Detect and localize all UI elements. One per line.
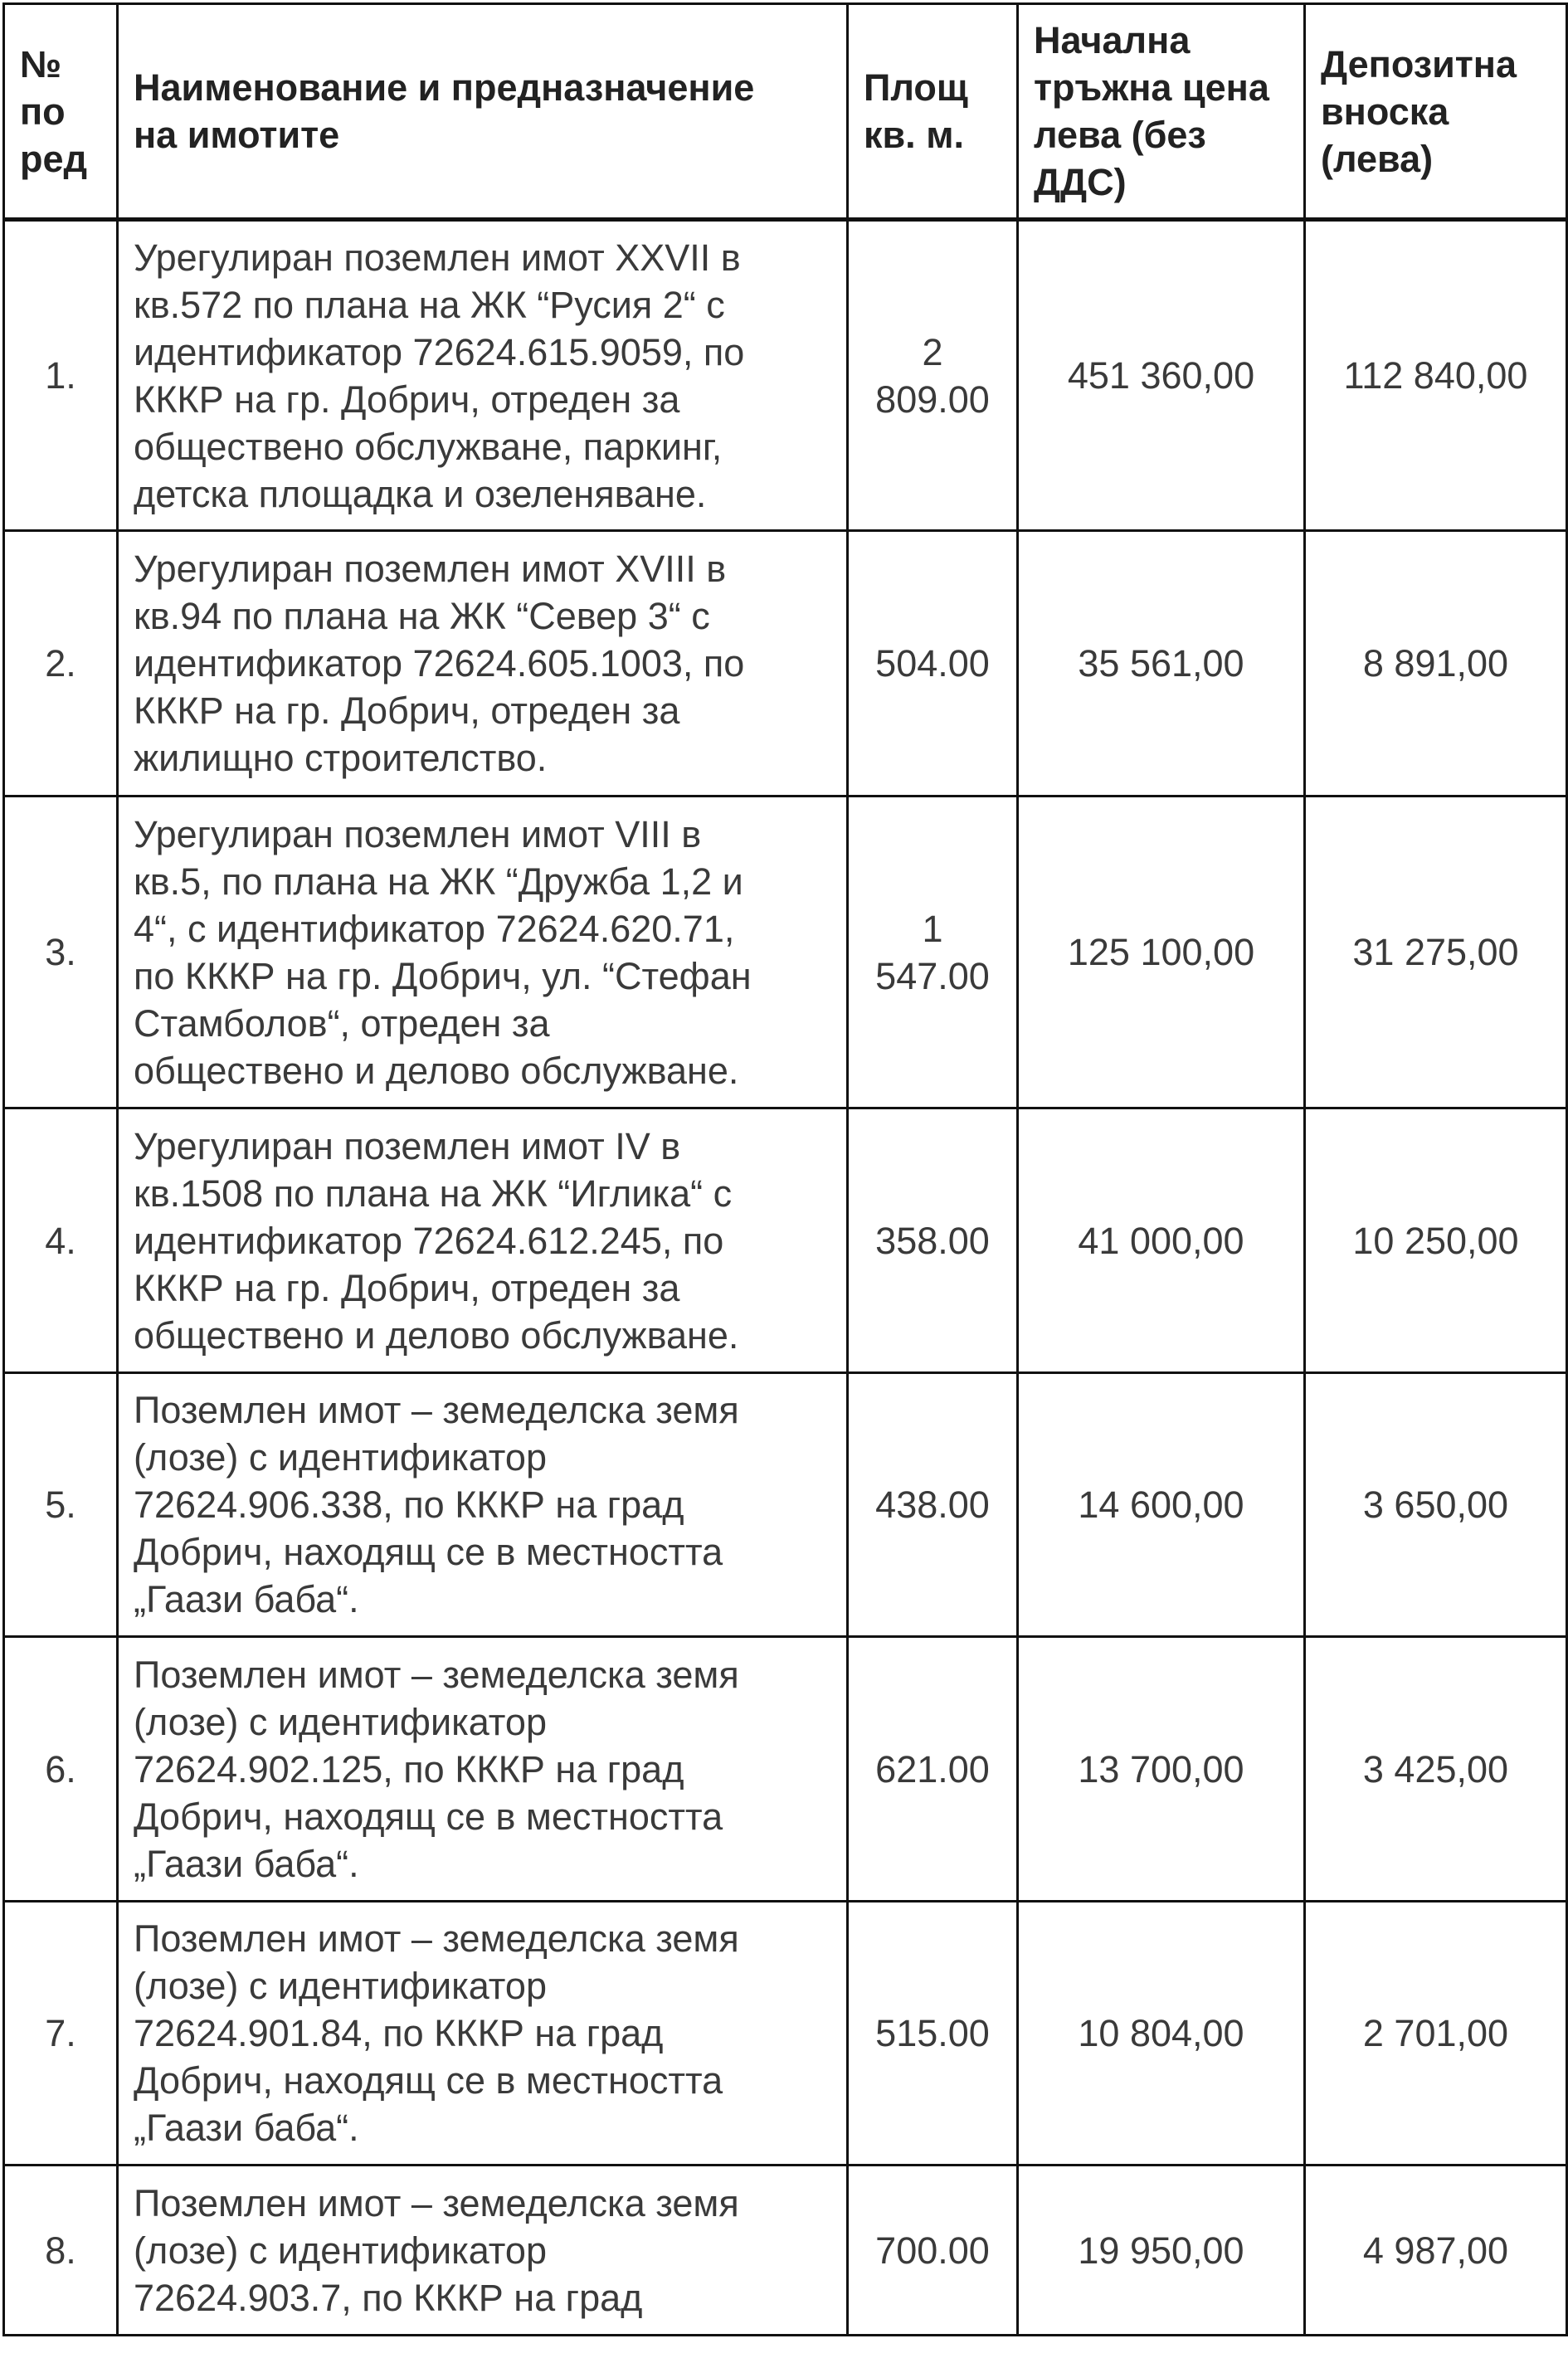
row-number: 8. <box>4 2166 118 2336</box>
area-cell <box>848 220 1018 531</box>
text-line: „Гаази баба“. <box>134 1842 359 1885</box>
table-row <box>4 1637 1567 1902</box>
header-name <box>118 4 848 220</box>
text-line: ДДС) <box>1034 161 1127 203</box>
text-line: по <box>20 90 66 133</box>
table-header-row <box>4 4 1567 220</box>
text-line: (лозе) с идентификатор <box>134 2229 547 2272</box>
row-number: 1. <box>4 220 118 531</box>
row-number: 2. <box>4 531 118 797</box>
text-line: КККР на гр. Добрич, отреден за <box>134 378 680 421</box>
property-description <box>118 1902 848 2166</box>
deposit-amount: 8 891,00 <box>1305 531 1567 797</box>
text-line: обществено обслужване, паркинг, <box>134 425 723 468</box>
property-description <box>118 220 848 531</box>
row-number: 3. <box>4 797 118 1108</box>
text-line: 72624.906.338, по КККР на град <box>134 1483 684 1526</box>
row-number: 6. <box>4 1637 118 1902</box>
text-line: (лозе) с идентификатор <box>134 1965 547 2007</box>
row-number: 7. <box>4 1902 118 2166</box>
starting-price: 125 100,00 <box>1018 797 1305 1108</box>
text-line: 4“, с идентификатор 72624.620.71, <box>134 907 735 950</box>
text-line: идентификатор 72624.615.9059, по <box>134 330 745 373</box>
text-line: кв.94 по плана на ЖК “Север 3“ с <box>134 595 710 637</box>
text-line: кв.572 по плана на ЖК “Русия 2“ с <box>134 283 725 326</box>
table-row <box>4 531 1567 797</box>
property-description <box>118 1373 848 1637</box>
property-description <box>118 531 848 797</box>
text-line: 358.00 <box>875 1219 990 1262</box>
text-line: кв. м. <box>864 114 964 156</box>
deposit-amount: 31 275,00 <box>1305 797 1567 1108</box>
text-line: на имотите <box>134 114 340 156</box>
text-line: тръжна цена <box>1034 66 1269 109</box>
text-line: Добрич, находящ се в местността <box>134 2059 723 2102</box>
starting-price: 13 700,00 <box>1018 1637 1305 1902</box>
text-line: 438.00 <box>875 1483 990 1526</box>
text-line: „Гаази баба“. <box>134 1578 359 1620</box>
starting-price: 35 561,00 <box>1018 531 1305 797</box>
deposit-amount: 2 701,00 <box>1305 1902 1567 2166</box>
area-cell <box>848 1902 1018 2166</box>
table-body <box>4 220 1567 2336</box>
header-number <box>4 4 118 220</box>
text-line: 72624.901.84, по КККР на град <box>134 2012 664 2054</box>
text-line: „Гаази баба“. <box>134 2107 359 2149</box>
header-price <box>1018 4 1305 220</box>
text-line: 809.00 <box>875 378 990 421</box>
property-description <box>118 1637 848 1902</box>
text-line: 621.00 <box>875 1747 990 1790</box>
row-number: 4. <box>4 1108 118 1373</box>
text-line: кв.5, по плана на ЖК “Дружба 1,2 и <box>134 860 743 903</box>
starting-price: 19 950,00 <box>1018 2166 1305 2336</box>
text-line: Стамболов“, отреден за <box>134 1001 550 1045</box>
starting-price: 14 600,00 <box>1018 1373 1305 1637</box>
starting-price: 41 000,00 <box>1018 1108 1305 1373</box>
text-line: идентификатор 72624.605.1003, по <box>134 642 745 685</box>
table-row <box>4 1902 1567 2166</box>
text-line: 547.00 <box>875 954 990 997</box>
text-line: (лева) <box>1321 137 1434 180</box>
property-description <box>118 2166 848 2336</box>
text-line: Поземлен имот – земеделска земя <box>134 2181 739 2224</box>
area-cell <box>848 1637 1018 1902</box>
area-cell <box>848 1108 1018 1373</box>
text-line: Добрич, находящ се в местността <box>134 1531 723 1573</box>
text-line: (лозе) с идентификатор <box>134 1436 547 1479</box>
text-line: № <box>20 42 62 85</box>
text-line: Урегулиран поземлен имот XXVII в <box>134 236 741 279</box>
text-line: 700.00 <box>875 2229 990 2272</box>
text-line: жилищно строителство. <box>134 737 548 779</box>
area-cell <box>848 1373 1018 1637</box>
table-row <box>4 220 1567 531</box>
text-line: обществено и делово обслужване. <box>134 1049 739 1092</box>
text-line: Поземлен имот – земеделска земя <box>134 1653 739 1696</box>
deposit-amount: 112 840,00 <box>1305 220 1567 531</box>
header-deposit <box>1305 4 1567 220</box>
text-line: 2 <box>922 330 943 373</box>
text-line: 504.00 <box>875 642 990 685</box>
deposit-amount: 4 987,00 <box>1305 2166 1567 2336</box>
table-row <box>4 2166 1567 2336</box>
text-line: обществено и делово обслужване. <box>134 1313 739 1357</box>
area-cell <box>848 531 1018 797</box>
row-number: 5. <box>4 1373 118 1637</box>
text-line: Урегулиран поземлен имот XVIII в <box>134 548 727 590</box>
text-line: Площ <box>864 66 968 109</box>
text-line: 515.00 <box>875 2012 990 2054</box>
header-area <box>848 4 1018 220</box>
text-line: (лозе) с идентификатор <box>134 1700 547 1743</box>
text-line: 72624.902.125, по КККР на град <box>134 1747 684 1790</box>
properties-table <box>2 2 1568 2336</box>
text-line: лева (без <box>1034 114 1206 156</box>
text-line: кв.1508 по плана на ЖК “Иглика“ с <box>134 1172 733 1215</box>
table-row <box>4 1373 1567 1637</box>
text-line: Наименование и предназначение <box>134 66 755 109</box>
text-line: Начална <box>1034 19 1191 61</box>
text-line: КККР на гр. Добрич, отреден за <box>134 689 680 732</box>
starting-price: 451 360,00 <box>1018 220 1305 531</box>
text-line: Поземлен имот – земеделска земя <box>134 1389 739 1431</box>
text-line: идентификатор 72624.612.245, по <box>134 1219 724 1262</box>
text-line: КККР на гр. Добрич, отреден за <box>134 1266 680 1309</box>
text-line: детска площадка и озеленяване. <box>134 472 707 515</box>
area-cell <box>848 797 1018 1108</box>
area-cell <box>848 2166 1018 2336</box>
text-line: ред <box>20 137 88 180</box>
table-row <box>4 1108 1567 1373</box>
text-line: Урегулиран поземлен имот VIII в <box>134 812 702 855</box>
deposit-amount: 3 425,00 <box>1305 1637 1567 1902</box>
property-description <box>118 797 848 1108</box>
text-line: Урегулиран поземлен имот IV в <box>134 1124 681 1167</box>
text-line: 72624.903.7, по КККР на град <box>134 2276 643 2319</box>
text-line: 1 <box>922 907 943 950</box>
property-description <box>118 1108 848 1373</box>
text-line: Поземлен имот – земеделска земя <box>134 1917 739 1960</box>
text-line: вноска <box>1321 90 1449 133</box>
table-row <box>4 797 1567 1108</box>
starting-price: 10 804,00 <box>1018 1902 1305 2166</box>
text-line: Добрич, находящ се в местността <box>134 1795 723 1838</box>
deposit-amount: 3 650,00 <box>1305 1373 1567 1637</box>
deposit-amount: 10 250,00 <box>1305 1108 1567 1373</box>
text-line: Депозитна <box>1321 42 1517 85</box>
text-line: по КККР на гр. Добрич, ул. “Стефан <box>134 954 752 997</box>
